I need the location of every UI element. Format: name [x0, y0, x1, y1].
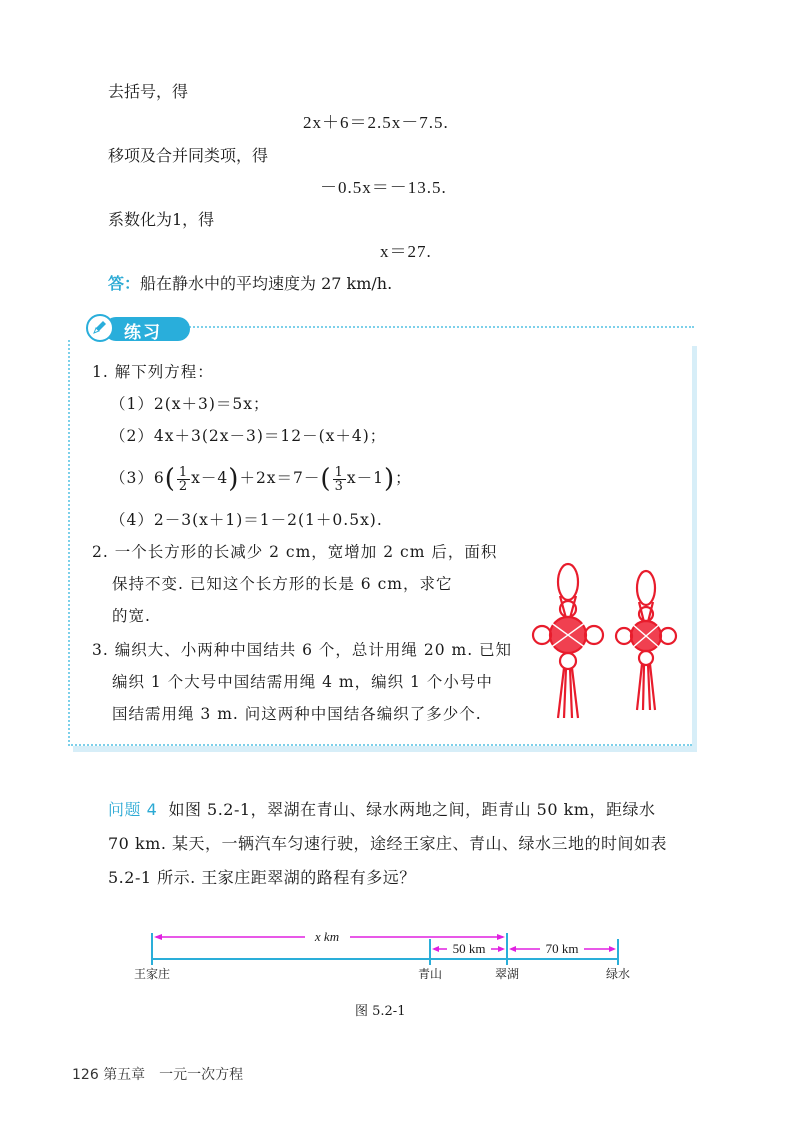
page-footer — [72, 1064, 243, 1084]
q1-c-suffix: ； — [395, 469, 412, 487]
q1-c-mid3: x－1 — [346, 469, 384, 487]
place-wangjiazhuang: 王家庄 — [133, 967, 171, 981]
figure-5-2-1 — [133, 925, 640, 985]
chinese-knot-right — [616, 571, 676, 710]
q2-line-1: 2. 一个长方形的长减少 2 cm，宽增加 2 cm 后，面积 — [92, 543, 498, 561]
q2-line-3: 的宽. — [112, 607, 151, 625]
place-qingshan: 青山 — [417, 967, 443, 981]
label-50-km: 50 km — [452, 941, 486, 956]
pencil-icon — [86, 314, 114, 342]
figure-caption: 图 5.2-1 — [355, 1004, 406, 1019]
place-lvshui: 绿水 — [605, 967, 631, 981]
label-x-km: x km — [314, 929, 340, 944]
practice-title: 练习 — [124, 323, 162, 343]
answer-label: 答： — [108, 274, 141, 293]
q1-b: （2）4x＋3(2x－3)＝12－(x＋4)； — [110, 427, 387, 445]
step3-text: 系数化为1，得 — [108, 210, 215, 229]
q1-c-mid1: x－4 — [191, 469, 229, 487]
chinese-knot-illustration — [520, 560, 690, 725]
step3-equation: x＝27. — [380, 242, 432, 261]
step2-equation: －0.5x＝－13.5. — [320, 178, 447, 197]
q3-line-3: 国结需用绳 3 m. 问这两种中国结各编织了多少个. — [112, 705, 482, 723]
place-cuihu: 翠湖 — [494, 967, 520, 981]
step2-text: 移项及合并同类项，得 — [108, 146, 269, 165]
step1-text: 去括号，得 — [108, 82, 189, 101]
q2-line-2: 保持不变. 已知这个长方形的长是 6 cm，求它 — [112, 575, 453, 593]
chinese-knot-left — [533, 564, 603, 718]
step1-equation: 2x＋6＝2.5x－7.5. — [303, 113, 449, 132]
answer-text: 船在静水中的平均速度为 27 km/h. — [140, 274, 393, 293]
q1-a: （1）2(x＋3)＝5x； — [110, 395, 270, 413]
fraction-third: $\frac{1}{3}$ — [334, 464, 344, 494]
problem4-line-1: 问题 4 如图 5.2-1，翠湖在青山、绿水两地之间，距青山 50 km，距绿水 — [108, 800, 656, 819]
fraction-half: $\frac{1}{2}$ — [178, 464, 189, 494]
q1-c-prefix: （3）6 — [110, 469, 165, 487]
q1-c-mid2: ＋2x＝7－ — [239, 469, 321, 487]
label-70-km: 70 km — [545, 941, 579, 956]
page-number: 126 — [72, 1067, 99, 1083]
practice-badge — [86, 316, 192, 342]
q1-intro: 1. 解下列方程： — [92, 363, 214, 381]
q3-line-2: 编织 1 个大号中国结需用绳 4 m，编织 1 个小号中 — [112, 673, 493, 691]
practice-top-rule — [186, 326, 694, 328]
chapter-title: 第五章 一元一次方程 — [103, 1067, 244, 1083]
problem4-line-2: 70 km. 某天，一辆汽车匀速行驶，途经王家庄、青山、绿水三地的时间如表 — [108, 834, 667, 853]
q1-d: （4）2－3(x＋1)＝1－2(1＋0.5x). — [110, 511, 383, 529]
q3-line-1: 3. 编织大、小两种中国结共 6 个，总计用绳 20 m. 已知 — [92, 641, 513, 659]
answer-line — [108, 272, 392, 296]
problem4-line-3: 5.2-1 所示. 王家庄距翠湖的路程有多远？ — [108, 868, 416, 887]
q1-c: （3）6( $\frac{1}{2}$ x－4)＋2x＝7－( $\frac{1}{3}$ x－1)； — [110, 464, 412, 494]
problem4-label: 问题 4 — [108, 800, 158, 819]
